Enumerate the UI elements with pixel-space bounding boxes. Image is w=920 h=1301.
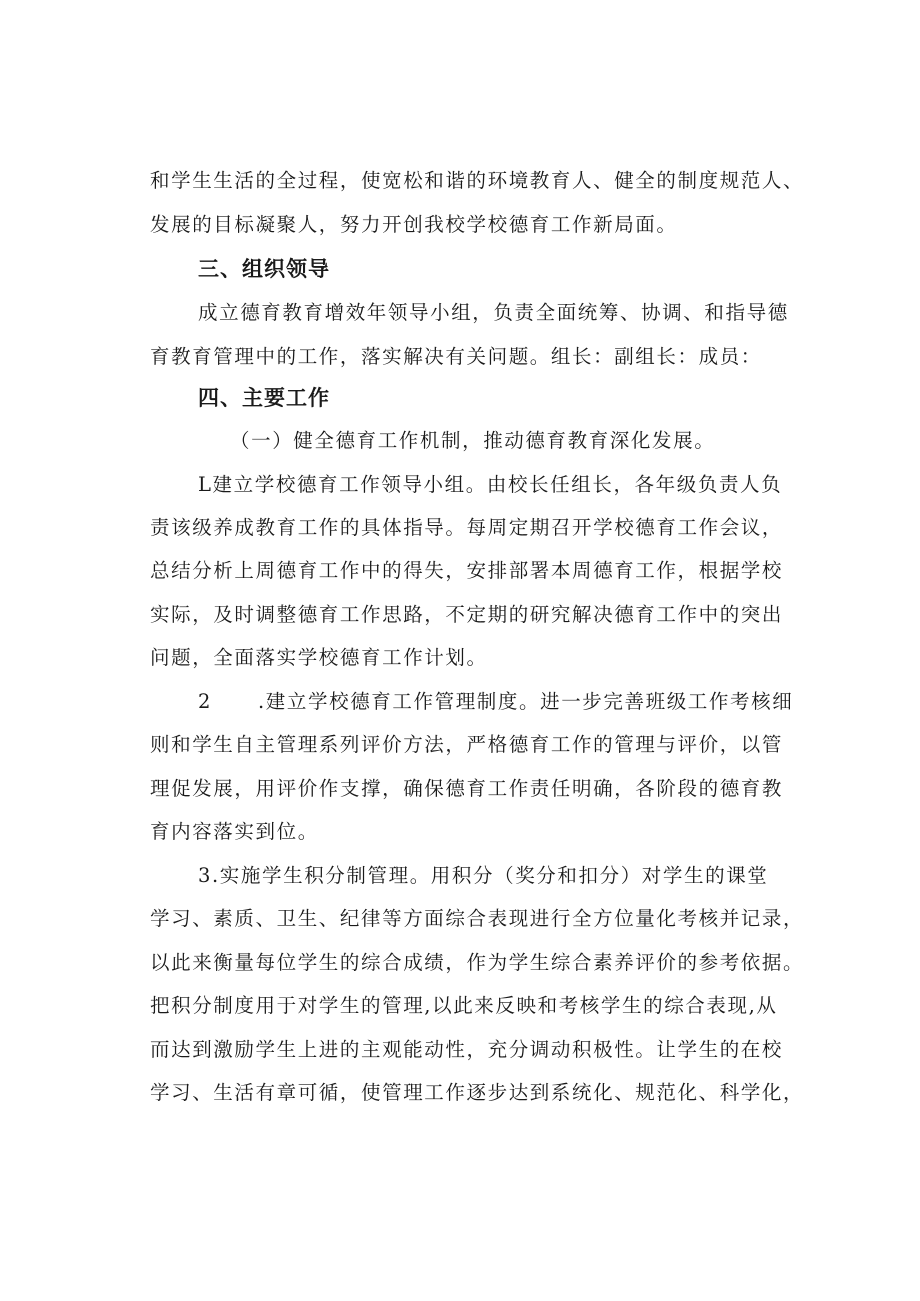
- paragraph-line: 而达到激励学生上进的主观能动性，充分调动积极性。让学生的在校: [150, 1038, 784, 1061]
- paragraph-line: 育内容落实到位。: [150, 820, 319, 843]
- paragraph-line: 成立德育教育增效年领导小组，负责全面统筹、协调、和指导德: [198, 301, 789, 324]
- section-heading-organization: 三、组织领导: [198, 257, 330, 281]
- paragraph-line: 问题，全面落实学校德育工作计划。: [150, 646, 488, 669]
- paragraph-line: 3.实施学生积分制管理。用积分（奖分和扣分）对学生的课堂: [198, 864, 769, 887]
- paragraph-line: 以此来衡量每位学生的综合成绩，作为学生综合素养评价的参考依据。: [150, 951, 805, 974]
- list-number: 2: [198, 690, 213, 713]
- paragraph-line: 学习、素质、卫生、纪律等方面综合表现进行全方位量化考核并记录，: [150, 907, 805, 930]
- paragraph-line: 总结分析上周德育工作中的得失，安排部署本周德育工作，根据学校: [150, 559, 784, 582]
- subsection-heading: （一）健全德育工作机制，推动德育教育深化发展。: [230, 429, 716, 452]
- paragraph-line: 实际，及时调整德育工作思路，不定期的研究解决德育工作中的突出: [150, 603, 784, 626]
- paragraph-line: 理促发展，用评价作支撑，确保德育工作责任明确，各阶段的德育教: [150, 777, 784, 800]
- paragraph-line: .建立学校德育工作管理制度。进一步完善班级工作考核细: [258, 690, 794, 713]
- section-heading-main-work: 四、主要工作: [198, 386, 330, 410]
- paragraph-line: 学习、生活有章可循，使管理工作逐步达到系统化、规范化、科学化，: [150, 1081, 805, 1104]
- paragraph-line: 发展的目标凝聚人，努力开创我校学校德育工作新局面。: [150, 213, 678, 236]
- paragraph-line: 育教育管理中的工作，落实解决有关问题。组长：副组长：成员：: [150, 345, 762, 368]
- paragraph-line: L建立学校德育工作领导小组。由校长任组长，各年级负责人负: [198, 473, 783, 496]
- paragraph-line: 责该级养成教育工作的具体指导。每周定期召开学校德育工作会议，: [150, 516, 784, 539]
- paragraph-line: 和学生生活的全过程，使宽松和谐的环境教育人、健全的制度规范人、: [150, 169, 805, 192]
- paragraph-line: 则和学生自主管理系列评价方法，严格德育工作的管理与评价，以管: [150, 733, 784, 756]
- paragraph-line: 把积分制度用于对学生的管理,以此来反映和考核学生的综合表现,从: [150, 994, 778, 1017]
